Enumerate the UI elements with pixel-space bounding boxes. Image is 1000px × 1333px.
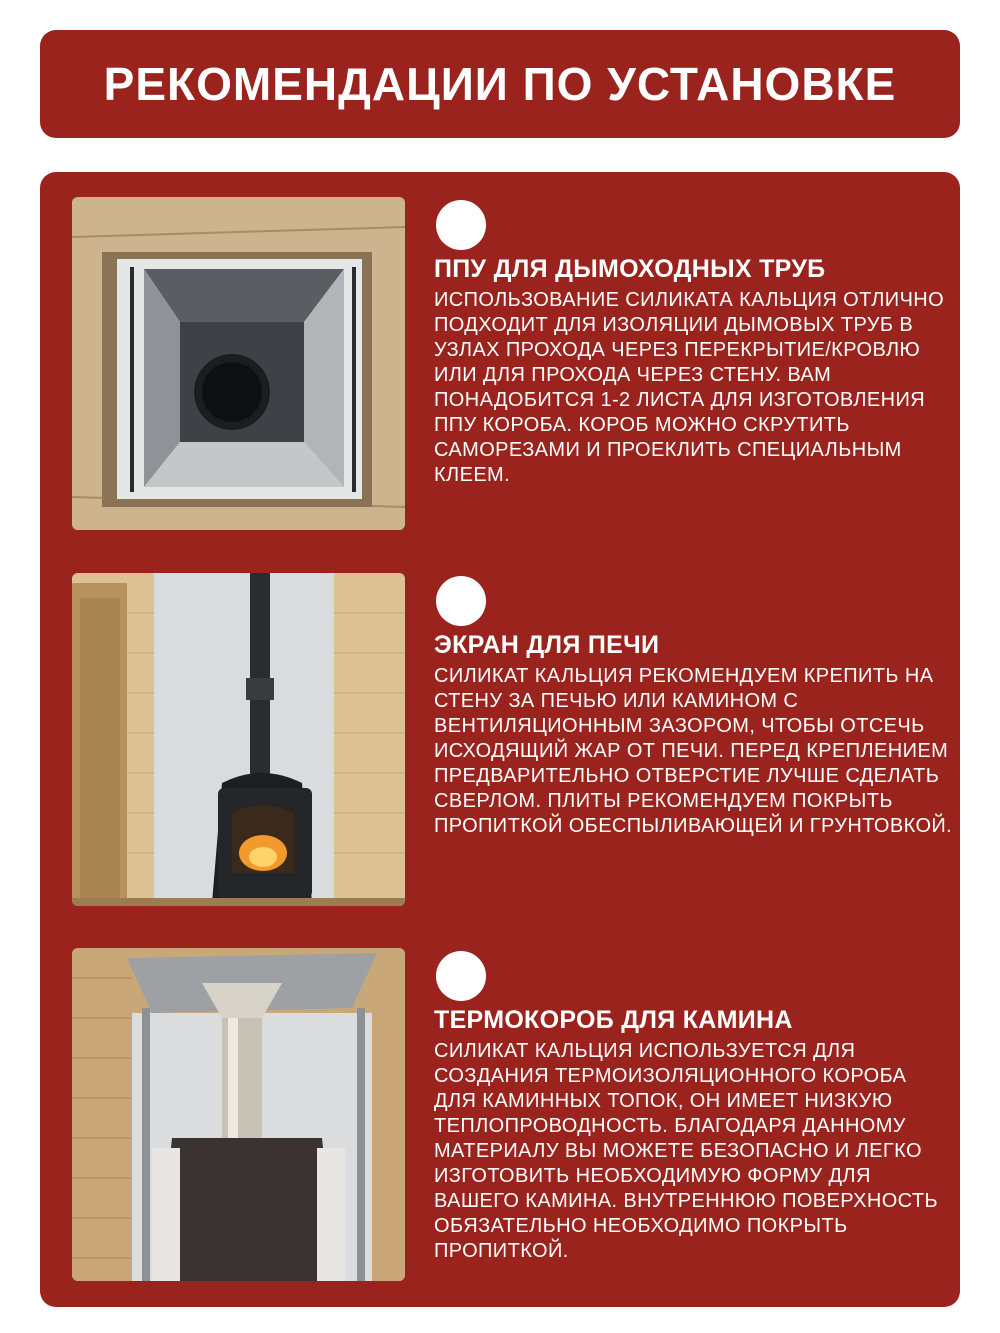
page-title: РЕКОМЕНДАЦИИ ПО УСТАНОВКЕ (103, 58, 897, 110)
bullet-marker (436, 200, 486, 250)
stove-screen-photo (72, 573, 405, 906)
chimney-box-photo (72, 197, 405, 530)
title-banner (40, 30, 960, 138)
section-stove-screen (72, 548, 952, 883)
section-text (434, 630, 954, 839)
section-fireplace-box (72, 923, 952, 1262)
section-body: СИЛИКАТ КАЛЬЦИЯ РЕКОМЕНДУЕМ КРЕПИТЬ НА СТЕНУ ЗА ПЕЧЬЮ ИЛИ КАМИНОМ С ВЕНТИЛЯЦИОННЫМ ЗАЗОРОМ, ЧТОБЫ ОТСЕЧЬ ИСХОДЯЩИЙ ЖАР ОТ ПЕЧИ. ПЕРЕД КРЕПЛЕНИЕМ ПРЕДВАРИТЕЛЬНО ОТВЕРСТИЕ ЛУЧШЕ СДЕЛАТЬ СВЕРЛОМ. ПЛИТЫ РЕКОМЕНДУЕМ ПОКРЫТЬ ПРОПИТКОЙ ОБЕСПЫЛИВАЮЩЕЙ И ГРУНТОВКОЙ. (434, 665, 953, 837)
section-body: ИСПОЛЬЗОВАНИЕ СИЛИКАТА КАЛЬЦИЯ ОТЛИЧНО ПОДХОДИТ ДЛЯ ИЗОЛЯЦИИ ДЫМОВЫХ ТРУБ В УЗЛАХ ПРОХОДА ЧЕРЕЗ ПЕРЕКРЫТИЕ/КРОВЛЮ ИЛИ ДЛЯ ПРОХОДА ЧЕРЕЗ СТЕНУ. ВАМ ПОНАДОБИТСЯ 1-2 ЛИСТА ДЛЯ ИЗГОТОВЛЕНИЯ ППУ КОРОБА. КОРОБ МОЖНО СКРУТИТЬ САМОРЕЗАМИ И ПРОЕКЛИТЬ СПЕЦИАЛЬНЫМ КЛЕЕМ. (434, 289, 945, 486)
section-text (434, 1005, 954, 1264)
fireplace-box-photo (72, 948, 405, 1281)
bullet-marker (436, 576, 486, 626)
bullet-marker (436, 951, 486, 1001)
section-heading: ТЕРМОКОРОБ ДЛЯ КАМИНА (434, 1006, 793, 1034)
section-body: СИЛИКАТ КАЛЬЦИЯ ИСПОЛЬЗУЕТСЯ ДЛЯ СОЗДАНИЯ ТЕРМОИЗОЛЯЦИОННОГО КОРОБА ДЛЯ КАМИННЫХ ТОПОК, ОН ИМЕЕТ НИЗКУЮ ТЕПЛОПРОВОДНОСТЬ. БЛАГОДАРЯ ДАННОМУ МАТЕРИАЛУ ВЫ МОЖЕТЕ БЕЗОПАСНО И ЛЕГКО ИЗГОТОВИТЬ НЕОБХОДИМУЮ ФОРМУ ДЛЯ ВАШЕГО КАМИНА. ВНУТРЕННЮЮ ПОВЕРХНОСТЬ ОБЯЗАТЕЛЬНО НЕОБХОДИМО ПОКРЫТЬ ПРОПИТКОЙ. (434, 1040, 938, 1262)
section-heading: ППУ ДЛЯ ДЫМОХОДНЫХ ТРУБ (434, 255, 826, 283)
section-text (434, 254, 954, 488)
section-chimney-insulation (72, 172, 952, 507)
content-panel (40, 172, 960, 1307)
section-heading: ЭКРАН ДЛЯ ПЕЧИ (434, 631, 660, 659)
